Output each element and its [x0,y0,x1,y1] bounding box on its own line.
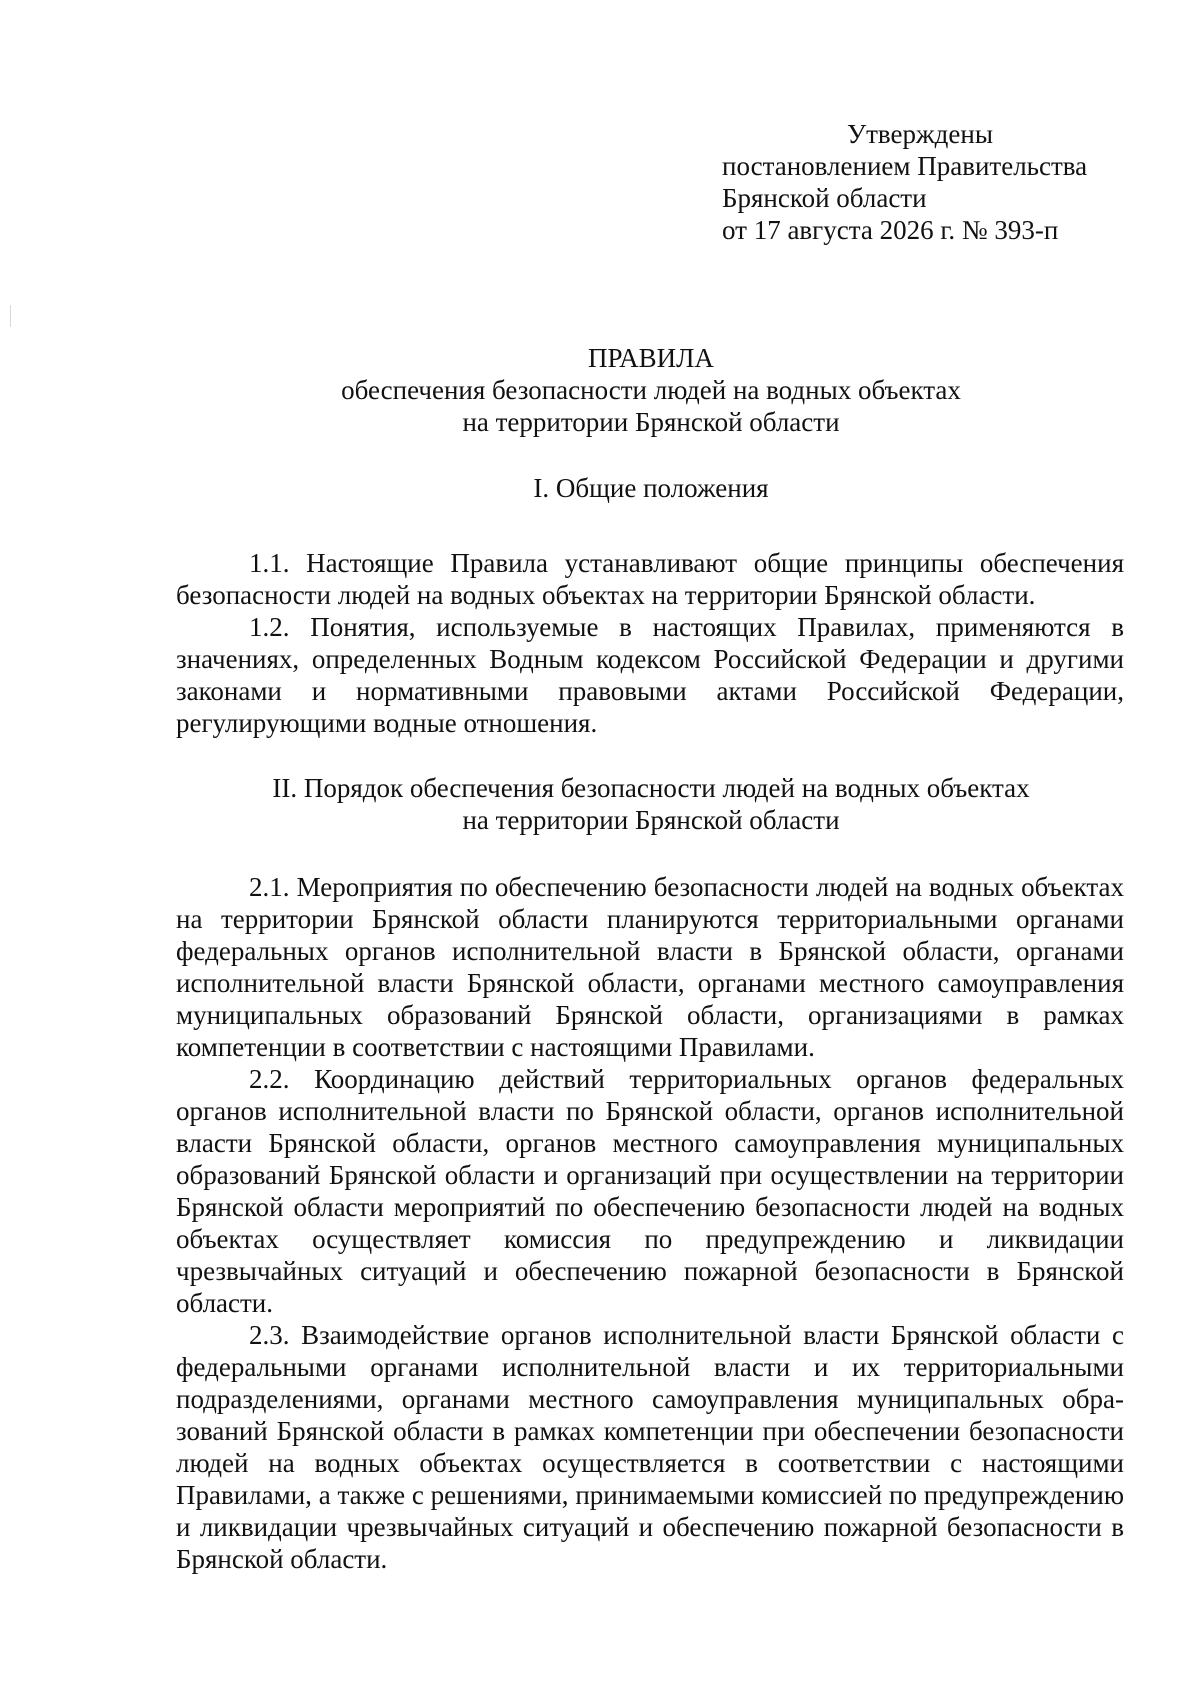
document-title [176,342,1126,438]
approval-line-date-number: от 17 августа 2026 г. № 393-п [722,215,1059,245]
paragraph-1-2: 1.2. Понятия, используемые в настоящих Правилах, применяются в значениях, определенных Водным кодексом Российской Федерации и другими законами и нормативными правовыми актами Российской Федерации, регулирующими водные отношения. [176,612,1124,738]
approval-stamp [722,118,1087,246]
scan-margin-mark [10,305,11,327]
section-2-body [176,871,1124,1575]
section-1-heading-text: I. Общие положения [533,473,769,503]
section-1-body [176,547,1124,739]
title-subtitle-line-1: обеспечения безопасности людей на водных объектах [341,375,961,405]
paragraph-2-1: 2.1. Мероприятия по обеспечению безопасности людей на водных объектах на территории Брянской области планируются территориальными органами федеральных органов исполнительной власти в Брянской области, органами исполнительной власти Брянской области, органами местного самоуправления муниципальных образований Брянской области, организациями в рамках компетенции в соответствии с настоящими Правилами. [176,872,1124,1062]
paragraph-1-1: 1.1. Настоящие Правила устанавливают общие принципы обеспечения безопасности людей на водных объектах на территории Брянской области. [176,548,1124,610]
section-2-heading-line-1: II. Порядок обеспечения безопасности людей на водных объектах [272,773,1030,803]
title-main: ПРАВИЛА [588,343,714,373]
section-2-heading [176,772,1126,836]
paragraph-2-3: 2.3. Взаимодействие органов исполнительной власти Брянской области с федеральными органами исполнительной власти и их территориальными подразделениями, органами местного самоуправления муниципальных образований Брянской области в рамках компетенции при обеспечении безопасности людей на водных объектах осуществляется в соответствии с настоящими Правилами, а также с решениями, принимаемыми комиссией по предупреждению и ликвидации чрезвычайных ситуаций и обеспечению пожарной безопасности в Брянской области. [176,1320,1124,1574]
section-2-heading-line-2: на территории Брянской области [462,805,840,835]
section-1-heading [176,472,1126,504]
paragraph-2-2: 2.2. Координацию действий территориальных органов федеральных органов исполнительной власти по Брянской области, органов исполнительной власти Брянской области, органов местного самоуправления муниципальных образований Брянской области и организаций при осуществлении на территории Брянской области мероприятий по обеспечению безопасности людей на водных объектах осуществляет комиссия по предупреждению и ликвидации чрезвычайных ситуаций и обеспечению пожарной безопасности в Брянской области. [176,1064,1124,1318]
title-subtitle-line-2: на территории Брянской области [462,407,840,437]
approval-line-approved: Утверждены [847,119,993,149]
approval-line-resolution: постановлением Правительства [722,151,1088,181]
approval-line-region: Брянской области [722,183,927,213]
